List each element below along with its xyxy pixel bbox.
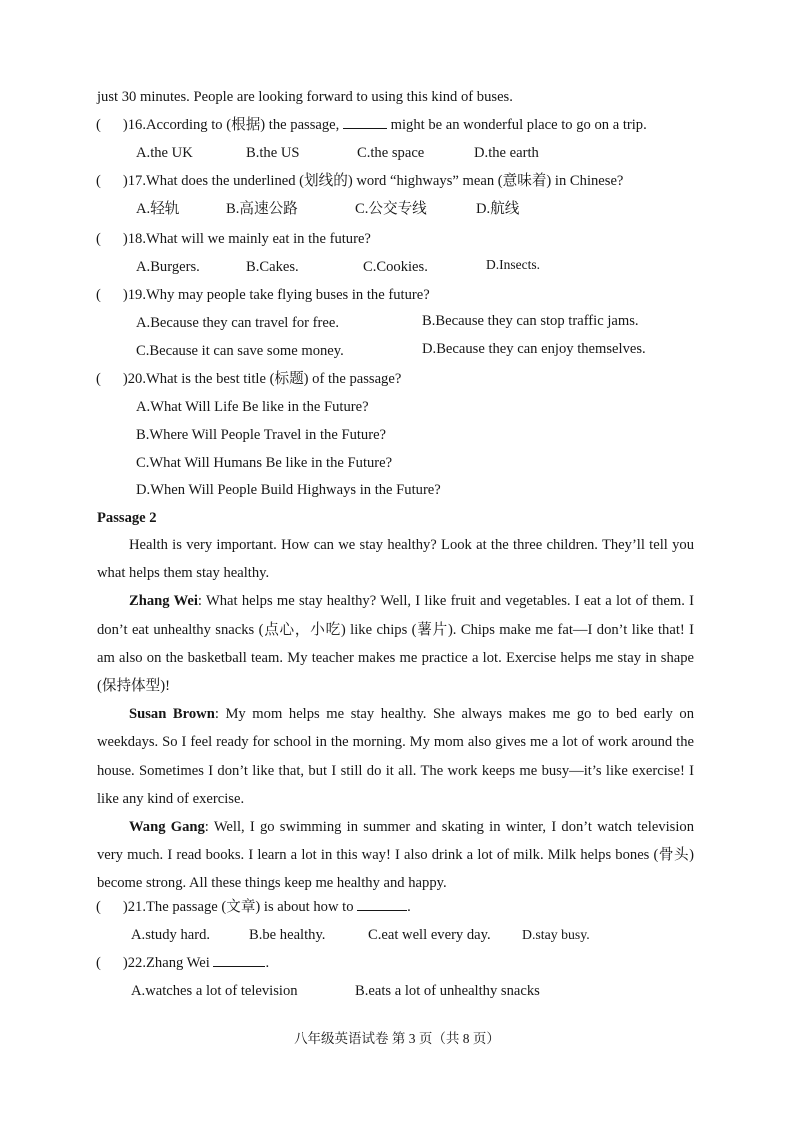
q16-option-c[interactable]: C.the space (357, 145, 425, 161)
passage-2-intro: Health is very important. How can we stay healthy? Look at the three children. They’ll tell you what helps them stay healthy. (97, 537, 694, 582)
question-18: ( )18.What will we mainly eat in the future? (96, 231, 371, 247)
question-17: ( )17.What does the underlined (划线的) word “highways” mean (意味着) in Chinese? (96, 173, 624, 189)
speaker-name: Susan Brown (129, 706, 215, 723)
speaker-wang-gang (97, 813, 694, 898)
question-16: ( )16.According to (根据) the passage, might be an wonderful place to go on a trip. (96, 117, 647, 133)
q18-option-a[interactable]: A.Burgers. (136, 259, 200, 275)
question-19: ( )19.Why may people take flying buses in the future? (96, 287, 430, 303)
speaker-zhang-wei (97, 587, 694, 700)
q22-option-a[interactable]: A.watches a lot of television (131, 983, 298, 999)
q20-option-d[interactable]: D.When Will People Build Highways in the Future? (136, 482, 441, 498)
speaker-text: : Well, I go swimming in summer and skating in winter, I don’t watch television very much. I read books. I learn a lot in this way! I also drink a lot of milk. Milk helps bones (骨头) become strong. All these things keep me healthy and happy. (97, 819, 694, 892)
q17-option-c[interactable]: C.公交专线 (355, 201, 427, 217)
q19-option-c[interactable]: C.Because it can save some money. (136, 343, 344, 359)
q18-option-b[interactable]: B.Cakes. (246, 259, 299, 275)
q21-option-b[interactable]: B.be healthy. (249, 927, 326, 943)
speaker-text: : My mom helps me stay healthy. She always makes me go to bed early on weekdays. So I feel ready for school in the morning. My mom also gives me a lot of work around the house. Sometimes I don’t like that, but I still do it all. The work keeps me busy—it’s like exercise! I like any kind of exercise. (97, 706, 694, 807)
q17-option-a[interactable]: A.轻轨 (136, 201, 180, 217)
passage-tail: just 30 minutes. People are looking forward to using this kind of buses. (97, 89, 513, 105)
question-21: ( )21.The passage (文章) is about how to . (96, 899, 411, 915)
page-footer: 八年级英语试卷 第 3 页（共 8 页） (294, 1031, 500, 1046)
q21-option-c[interactable]: C.eat well every day. (368, 927, 491, 943)
speaker-susan-brown (97, 700, 694, 813)
q18-option-c[interactable]: C.Cookies. (363, 259, 428, 275)
answer-blank[interactable] (357, 898, 407, 911)
question-20: ( )20.What is the best title (标题) of the passage? (96, 371, 402, 387)
answer-blank[interactable] (213, 954, 265, 967)
q19-option-b[interactable]: B.Because they can stop traffic jams. (422, 313, 639, 329)
question-22: ( )22.Zhang Wei . (96, 955, 270, 971)
q17-option-b[interactable]: B.高速公路 (226, 201, 298, 217)
q16-option-d[interactable]: D.the earth (474, 145, 539, 161)
q16-option-b[interactable]: B.the US (246, 145, 300, 161)
answer-blank[interactable] (343, 116, 387, 129)
q21-option-a[interactable]: A.study hard. (131, 927, 211, 943)
speaker-name: Wang Gang (129, 819, 205, 836)
speaker-name: Zhang Wei (129, 593, 198, 610)
passage-2-body (97, 531, 694, 898)
q20-option-a[interactable]: A.What Will Life Be like in the Future? (136, 399, 369, 415)
passage-2-heading: Passage 2 (97, 510, 157, 526)
q19-option-d[interactable]: D.Because they can enjoy themselves. (422, 341, 646, 357)
q20-option-c[interactable]: C.What Will Humans Be like in the Future? (136, 455, 393, 471)
q19-option-a[interactable]: A.Because they can travel for free. (136, 315, 339, 331)
q16-option-a[interactable]: A.the UK (136, 145, 193, 161)
q21-option-d[interactable]: D.stay busy. (522, 927, 590, 942)
q17-option-d[interactable]: D.航线 (476, 201, 520, 217)
q18-option-d[interactable]: D.Insects. (486, 257, 540, 272)
q20-option-b[interactable]: B.Where Will People Travel in the Future? (136, 427, 387, 443)
speaker-text: : What helps me stay healthy? Well, I like fruit and vegetables. I eat a lot of them. I don’t eat unhealthy snacks (点心，小吃) like chips (薯片). Chips make me fat—I don’t like that! I am also on the basketball team. My teacher makes me practice a lot. Exercise helps me stay in shape (保持体型)! (97, 593, 694, 695)
q22-option-b[interactable]: B.eats a lot of unhealthy snacks (355, 983, 540, 999)
